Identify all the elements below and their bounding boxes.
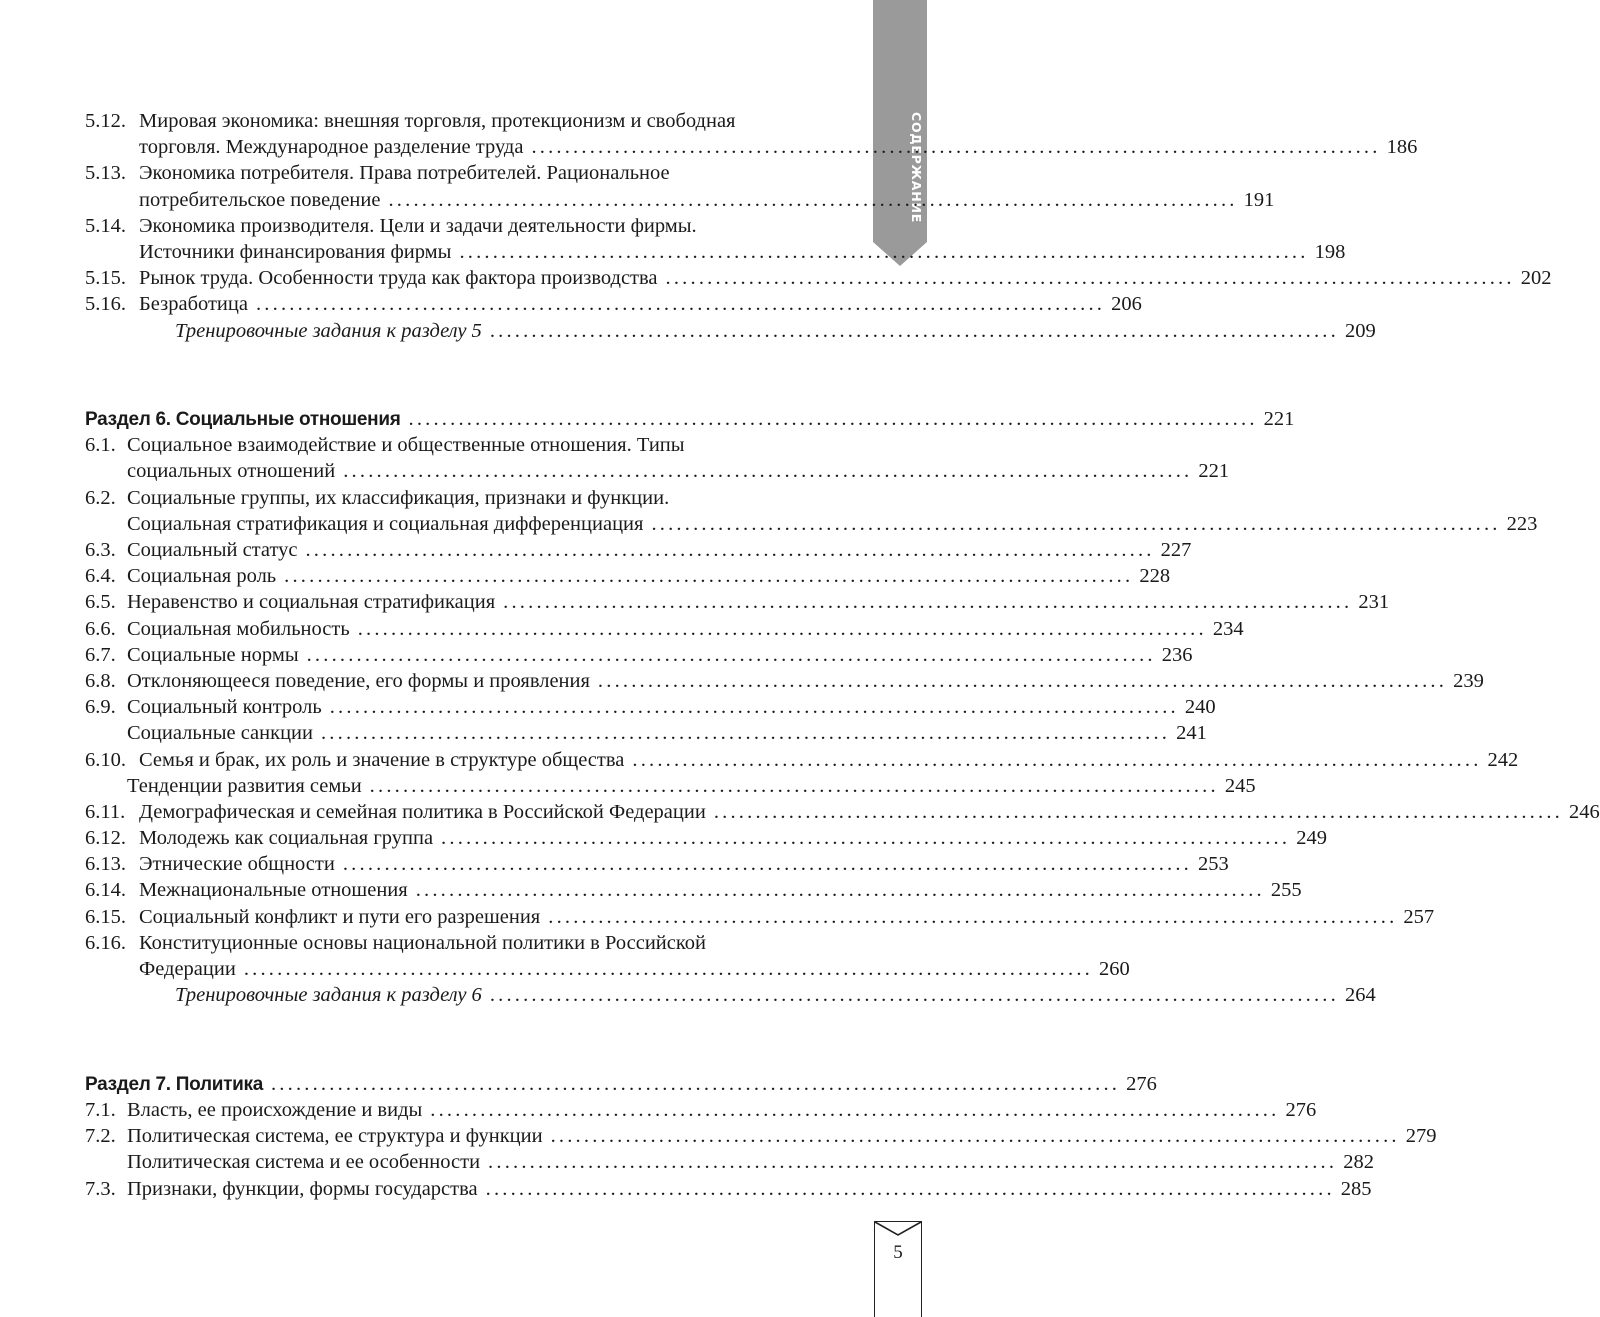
page-ref: 234	[1212, 617, 1244, 640]
page-ref: 246	[1568, 800, 1600, 823]
toc-entry-6-5[interactable]	[85, 589, 1390, 615]
entry-number: 5.14.	[85, 214, 126, 237]
dot-leader: ......................................................................................................	[408, 408, 1258, 431]
toc-subentry-political-system[interactable]	[85, 1149, 1374, 1175]
page-ref: 285	[1340, 1177, 1372, 1200]
dot-leader: ......................................................................................................	[388, 188, 1238, 211]
toc-entry-5-14-cont[interactable]	[85, 239, 1346, 265]
entry-title: Социальные санкции	[127, 722, 313, 745]
entry-title: Тренировочные задания к разделу 6	[175, 984, 482, 1007]
page-ref: 253	[1198, 853, 1229, 876]
toc-entry-6-15[interactable]	[85, 904, 1435, 930]
dot-leader: ......................................................................................................	[488, 1151, 1338, 1174]
entry-title: Тенденции развития семьи	[127, 774, 362, 797]
dot-leader: ......................................................................................................	[284, 565, 1134, 588]
toc-entry-6-16[interactable]	[85, 930, 849, 956]
entry-title: Конституционные основы национальной политики в Российской	[139, 931, 707, 954]
dot-leader: ......................................................................................................	[597, 669, 1448, 692]
page-ref: 186	[1386, 136, 1418, 159]
entry-title: Экономика производителя. Цели и задачи деятельности фирмы.	[139, 214, 697, 237]
page-ref: 236	[1161, 643, 1193, 666]
entry-number: 6.4.	[85, 565, 116, 588]
dot-leader: ......................................................................................................	[305, 539, 1155, 562]
toc-entry-5-14[interactable]	[85, 213, 849, 239]
toc-exercises-6[interactable]	[85, 982, 1376, 1008]
entry-number: 6.12.	[85, 827, 126, 850]
page-ref: 242	[1487, 748, 1519, 771]
dot-leader: ......................................................................................................	[503, 591, 1353, 614]
entry-title: Безработица	[139, 293, 248, 316]
entry-title: Источники финансирования фирмы	[139, 240, 452, 263]
toc-entry-7-3[interactable]	[85, 1176, 1372, 1202]
entry-title: Этнические общности	[139, 853, 335, 876]
entry-number: 6.10.	[85, 748, 126, 771]
entry-title: Политическая система, ее структура и функции	[127, 1125, 543, 1148]
toc-entry-5-15[interactable]	[85, 265, 1552, 291]
dot-leader: ......................................................................................................	[243, 958, 1093, 981]
toc-entry-6-2[interactable]	[85, 485, 849, 511]
page-ref: 221	[1263, 408, 1295, 431]
entry-number: 6.11.	[85, 800, 126, 823]
side-tab-label: СОДЕРЖАНИЕ	[909, 112, 924, 224]
entry-title: Социальный статус	[127, 539, 298, 562]
toc-subentry-family-trends[interactable]	[85, 773, 1256, 799]
page-ref: 276	[1126, 1072, 1157, 1095]
page-ref: 279	[1405, 1125, 1437, 1148]
page-ref: 245	[1224, 774, 1256, 797]
dot-leader: ......................................................................................................	[415, 879, 1265, 902]
page-ref: 228	[1139, 565, 1171, 588]
entry-number: 7.1.	[85, 1098, 116, 1121]
dot-leader: ......................................................................................................	[343, 460, 1193, 483]
dot-leader: ......................................................................................................	[430, 1098, 1280, 1121]
page-ref: 227	[1160, 539, 1192, 562]
dot-leader: ......................................................................................................	[531, 136, 1381, 159]
dot-leader: ......................................................................................................	[489, 319, 1339, 342]
dot-leader: ......................................................................................................	[369, 774, 1219, 797]
toc-exercises-5[interactable]	[85, 318, 1376, 344]
toc-entry-6-1-cont[interactable]	[85, 458, 1230, 484]
toc-entry-5-13-cont[interactable]	[85, 187, 1275, 213]
dot-leader: ......................................................................................................	[713, 800, 1563, 823]
dot-leader: ......................................................................................................	[441, 827, 1291, 850]
entry-title: Рынок труда. Особенности труда как фактора производства	[139, 267, 658, 290]
entry-title: потребительское поведение	[139, 188, 381, 211]
page-number-box	[874, 1221, 922, 1317]
entry-number: 6.1.	[85, 434, 116, 457]
page-ref: 249	[1296, 827, 1327, 850]
toc-entry-5-12-cont[interactable]	[85, 134, 1418, 160]
toc-entry-6-6[interactable]	[85, 616, 1244, 642]
toc-entry-6-13[interactable]	[85, 851, 1229, 877]
entry-title: Межнациональные отношения	[139, 879, 408, 902]
entry-number: 6.5.	[85, 591, 116, 614]
entry-title: Социальная мобильность	[127, 617, 350, 640]
dot-leader: ......................................................................................................	[489, 984, 1339, 1007]
toc-section-7[interactable]	[85, 1071, 1157, 1097]
page-ref: 209	[1344, 319, 1376, 342]
dot-leader: ......................................................................................................	[255, 293, 1106, 316]
page-ref: 206	[1111, 293, 1142, 316]
page-ref: 221	[1198, 460, 1230, 483]
page-ref: 282	[1343, 1151, 1374, 1174]
entry-title: Власть, ее происхождение и виды	[127, 1098, 423, 1121]
toc-entry-6-10[interactable]	[85, 747, 1519, 773]
page-ref: 264	[1344, 984, 1376, 1007]
toc-entry-6-16-cont[interactable]	[85, 956, 1130, 982]
entry-title: Социальная роль	[127, 565, 277, 588]
entry-title: Политическая система и ее особенности	[127, 1151, 481, 1174]
toc-entry-6-14[interactable]	[85, 877, 1302, 903]
dot-leader: ......................................................................................................	[548, 905, 1398, 928]
entry-title: Социальное взаимодействие и общественные отношения. Типы	[127, 434, 685, 457]
dot-leader: ......................................................................................................	[632, 748, 1482, 771]
entry-number: 6.13.	[85, 853, 126, 876]
page-ref: 223	[1506, 512, 1538, 535]
dot-leader: ......................................................................................................	[270, 1072, 1121, 1095]
entry-number: 5.13.	[85, 162, 126, 185]
toc-entry-7-2[interactable]	[85, 1123, 1437, 1149]
toc-entry-5-12[interactable]	[85, 108, 849, 134]
entry-title: Молодежь как социальная группа	[139, 827, 434, 850]
entry-title: Социальный конфликт и пути его разрешения	[139, 905, 541, 928]
page-ref: 257	[1403, 905, 1435, 928]
entry-number: 6.2.	[85, 486, 116, 509]
entry-title: Социальная стратификация и социальная дифференциация	[127, 512, 644, 535]
entry-number: 6.16.	[85, 931, 126, 954]
dot-leader: ......................................................................................................	[485, 1177, 1335, 1200]
page-number: 5	[893, 1242, 903, 1263]
toc-entry-6-3[interactable]	[85, 537, 1192, 563]
entry-title: Признаки, функции, формы государства	[127, 1177, 478, 1200]
toc-entry-6-12[interactable]	[85, 825, 1327, 851]
toc-entry-7-1[interactable]	[85, 1097, 1317, 1123]
entry-title: Социальные нормы	[127, 643, 299, 666]
toc-entry-6-9[interactable]	[85, 694, 1216, 720]
page-ref: 198	[1314, 240, 1346, 263]
dot-leader: ......................................................................................................	[306, 643, 1156, 666]
page-marker-icon	[875, 1222, 921, 1238]
section-title: Раздел 7. Политика	[85, 1073, 263, 1095]
section-title: Раздел 6. Социальные отношения	[85, 409, 401, 431]
toc-subentry-sanctions[interactable]	[85, 720, 1207, 746]
entry-title: Демографическая и семейная политика в Российской Федерации	[139, 800, 706, 823]
page-ref: 231	[1358, 591, 1390, 614]
dot-leader: ......................................................................................................	[357, 617, 1207, 640]
dot-leader: ......................................................................................................	[550, 1125, 1400, 1148]
toc-entry-6-11[interactable]	[85, 799, 1600, 825]
entry-title: Федерации	[139, 958, 236, 981]
entry-title: Социальный контроль	[127, 696, 322, 719]
entry-number: 7.3.	[85, 1177, 116, 1200]
entry-number: 6.6.	[85, 617, 116, 640]
page-ref: 239	[1453, 669, 1484, 692]
toc-entry-6-4[interactable]	[85, 563, 1171, 589]
toc-entry-6-1[interactable]	[85, 432, 849, 458]
toc-entry-6-7[interactable]	[85, 642, 1193, 668]
entry-number: 6.15.	[85, 905, 126, 928]
toc-entry-6-8[interactable]	[85, 668, 1484, 694]
entry-title: Тренировочные задания к разделу 5	[175, 319, 482, 342]
entry-title: Социальные группы, их классификация, признаки и функции.	[127, 486, 670, 509]
dot-leader: ......................................................................................................	[651, 512, 1501, 535]
entry-number: 5.12.	[85, 110, 126, 132]
entry-number: 6.7.	[85, 643, 116, 666]
dot-leader: ......................................................................................................	[459, 240, 1309, 263]
entry-title: Экономика потребителя. Права потребителей. Рациональное	[139, 162, 670, 185]
entry-title: торговля. Международное разделение труда	[139, 136, 524, 159]
page-ref: 191	[1243, 188, 1275, 211]
entry-title: социальных отношений	[127, 460, 336, 483]
entry-title: Мировая экономика: внешняя торговля, протекционизм и свободная	[139, 110, 736, 132]
entry-number: 6.8.	[85, 669, 116, 692]
page-ref: 276	[1285, 1098, 1317, 1121]
dot-leader: ......................................................................................................	[342, 853, 1192, 876]
entry-number: 6.9.	[85, 696, 116, 719]
entry-title: Семья и брак, их роль и значение в структуре общества	[139, 748, 625, 771]
page-ref: 255	[1270, 879, 1302, 902]
page-ref: 202	[1520, 267, 1552, 290]
entry-title: Неравенство и социальная стратификация	[127, 591, 496, 614]
toc-entry-5-13[interactable]	[85, 160, 849, 186]
entry-title: Отклоняющееся поведение, его формы и проявления	[127, 669, 590, 692]
page-ref: 241	[1176, 722, 1207, 745]
entry-number: 7.2.	[85, 1125, 116, 1148]
page-ref: 260	[1098, 958, 1130, 981]
dot-leader: ......................................................................................................	[320, 722, 1171, 745]
entry-number: 6.14.	[85, 879, 126, 902]
toc-section-6[interactable]	[85, 406, 1295, 432]
entry-number: 5.15.	[85, 267, 126, 290]
page-ref: 240	[1184, 696, 1216, 719]
entry-number: 5.16.	[85, 293, 126, 316]
toc-entry-5-16[interactable]	[85, 291, 1142, 317]
dot-leader: ......................................................................................................	[329, 696, 1179, 719]
dot-leader: ......................................................................................................	[665, 267, 1515, 290]
entry-number: 6.3.	[85, 539, 116, 562]
toc-entry-6-2-cont[interactable]	[85, 511, 1538, 537]
